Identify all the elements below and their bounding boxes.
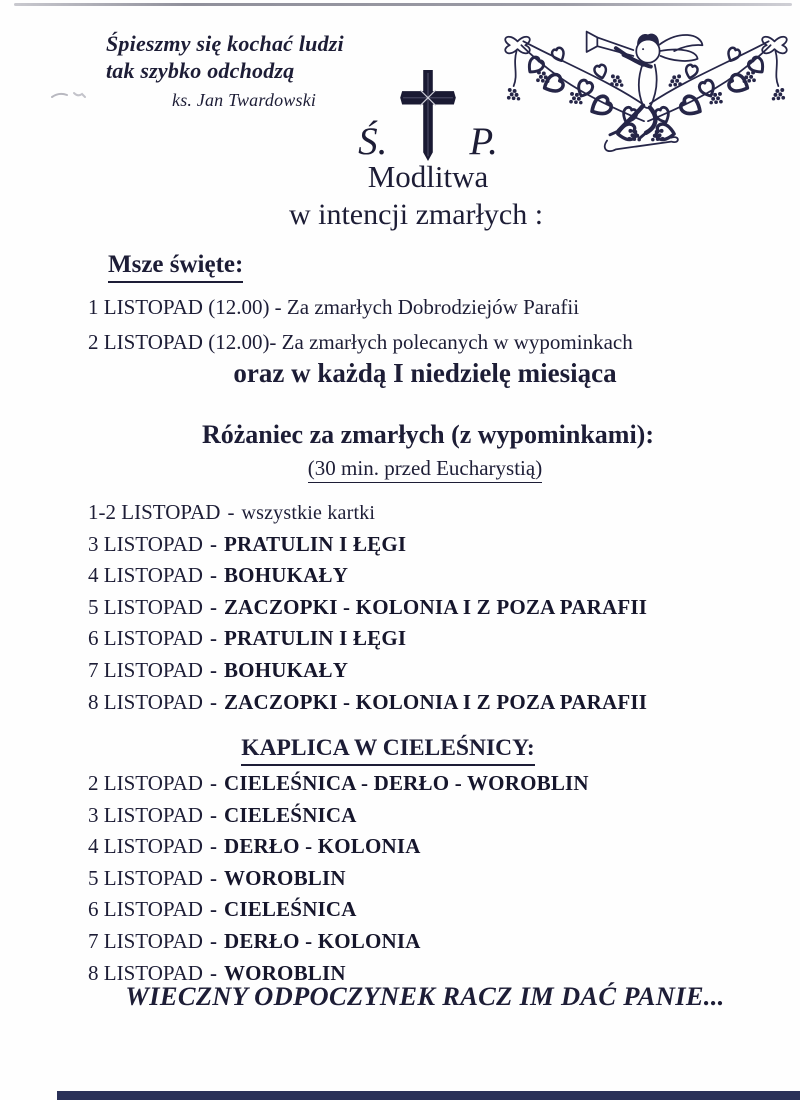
list-item: 4 LISTOPAD - DERŁO - KOLONIA [88,834,421,859]
list-item: 7 LISTOPAD - BOHUKAŁY [88,657,349,682]
scan-artifact-top [14,3,792,6]
list-item: 6 LISTOPAD - PRATULIN I ŁĘGI [88,626,407,651]
masses-note: oraz w każdą I niedzielę miesiąca [233,358,617,388]
mass-item: 1 LISTOPAD (12.00) - Za zmarłych Dobrodziejów Parafii [88,295,580,319]
quote-line-2: tak szybko odchodzą [106,58,295,83]
list-item: 5 LISTOPAD - WOROBLIN [88,865,346,890]
scan-artifact-bottom [57,1091,800,1100]
list-item: 1-2 LISTOPAD - wszystkie kartki [88,500,376,524]
chapel-heading: KAPLICA W CIELEŚNICY: [0,735,788,766]
list-item: 8 LISTOPAD - ZACZOPKI - KOLONIA I Z POZA PARAFII [88,689,648,714]
list-item: 5 LISTOPAD - ZACZOPKI - KOLONIA I Z POZA PARAFII [88,594,648,619]
list-item: 7 LISTOPAD - DERŁO - KOLONIA [88,928,421,953]
list-item: 4 LISTOPAD - BOHUKAŁY [88,563,349,588]
list-item: 3 LISTOPAD - CIELEŚNICA [88,802,357,827]
page-title: Modlitwa [367,159,489,194]
list-item: 6 LISTOPAD - CIELEŚNICA [88,897,357,922]
rosary-heading: Różaniec za zmarłych (z wypominkami): [201,420,655,449]
masses-heading: Msze święte: [108,251,243,283]
mass-item: 2 LISTOPAD (12.00)- Za zmarłych polecanych w wypominkach [88,330,633,354]
sp-right-letter: P. [469,120,498,163]
chapel-schedule-list [88,768,589,989]
closing-prayer-line: WIECZNY ODPOCZYNEK RACZ IM DAĆ PANIE... [125,981,725,1011]
page-subtitle: w intencji zmarłych : [288,198,544,231]
rosary-schedule-list [88,497,647,718]
list-item: 8 LISTOPAD - WOROBLIN [88,960,346,985]
list-item: 2 LISTOPAD - CIELEŚNICA - DERŁO - WOROBLIN [88,771,589,795]
rosary-subheading: (30 min. przed Eucharystią) [25,456,800,483]
cross-icon [397,70,459,162]
sp-left-letter: Ś. [358,120,388,163]
quote-line-1: Śpieszmy się kochać ludzi [106,31,344,56]
sp-header [0,68,800,162]
list-item: 3 LISTOPAD - PRATULIN I ŁĘGI [88,531,407,556]
quote-attribution: ks. Jan Twardowski [172,90,317,110]
